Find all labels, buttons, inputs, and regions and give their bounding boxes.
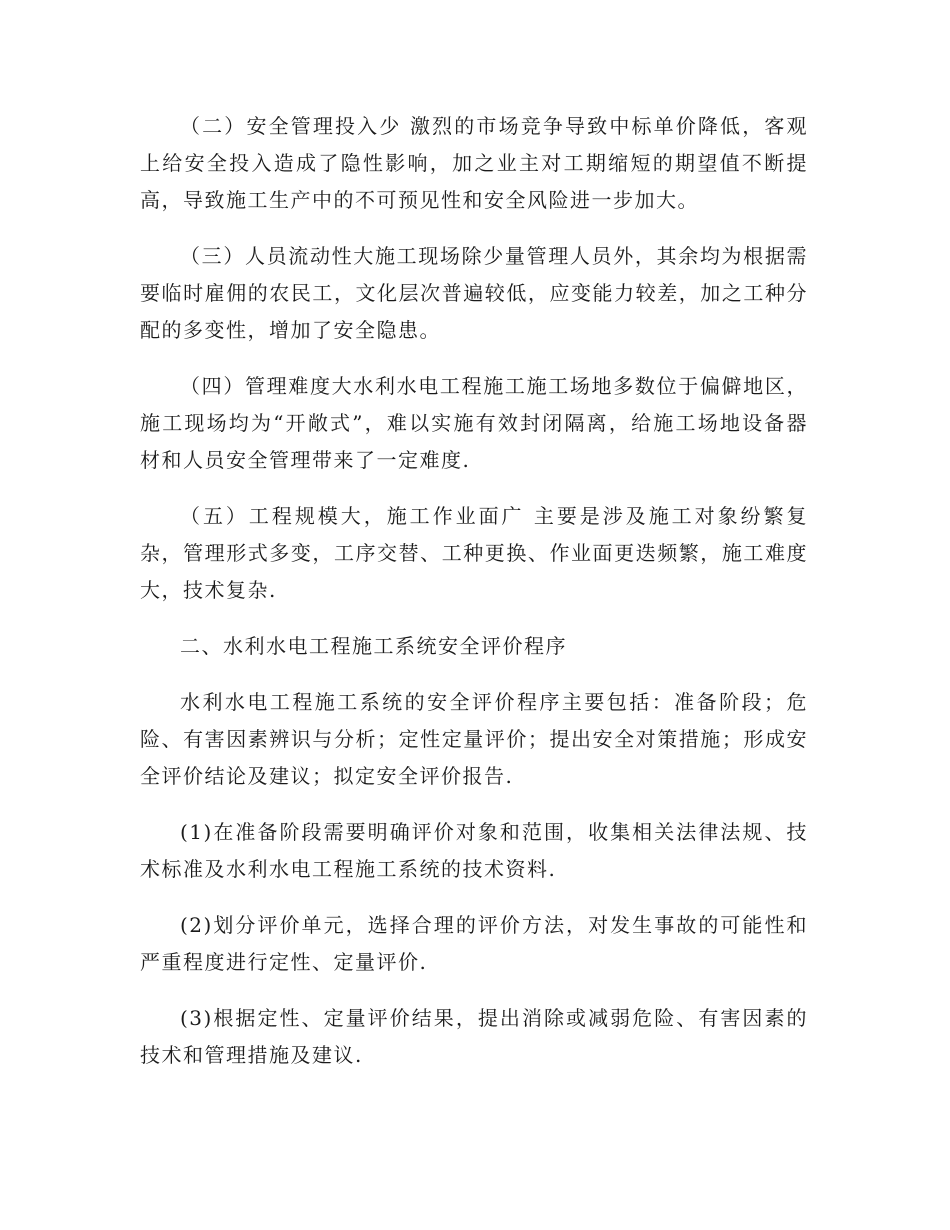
paragraph-personnel-mobility: （三）人员流动性大施工现场除少量管理人员外，其余均为根据需要临时雇佣的农民工，文化层次普遍较低，应变能力较差，加之工种分配的多变性，增加了安全隐患。 (140, 244, 808, 342)
paragraph-project-scale: （五）工程规模大，施工作业面广 主要是涉及施工对象纷繁复杂，管理形式多变，工序交替、工种更换、作业面更迭频繁，施工难度大，技术复杂. (140, 504, 808, 602)
paragraph-step-3: (3)根据定性、定量评价结果，提出消除或减弱危险、有害因素的技术和管理措施及建议. (140, 1006, 808, 1067)
paragraph-safety-investment: （二）安全管理投入少 激烈的市场竞争导致中标单价降低，客观上给安全投入造成了隐性影响，加之业主对工期缩短的期望值不断提高，导致施工生产中的不可预见性和安全风险进一步加大。 (140, 114, 808, 212)
paragraph-procedure-overview: 水利水电工程施工系统的安全评价程序主要包括：准备阶段；危险、有害因素辨识与分析；定性定量评价；提出安全对策措施；形成安全评价结论及建议；拟定安全评价报告. (140, 690, 808, 788)
document-body (140, 108, 808, 1093)
paragraph-management-difficulty: （四）管理难度大水利水电工程施工施工场地多数位于偏僻地区，施工现场均为“开敞式”，难以实施有效封闭隔离，给施工场地设备器材和人员安全管理带来了一定难度. (140, 374, 808, 472)
paragraph-step-2: (2)划分评价单元，选择合理的评价方法，对发生事故的可能性和严重程度进行定性、定量评价. (140, 913, 808, 974)
paragraph-step-1: (1)在准备阶段需要明确评价对象和范围，收集相关法律法规、技术标准及水利水电工程施工系统的技术资料. (140, 820, 808, 881)
section-heading-evaluation-procedure: 二、水利水电工程施工系统安全评价程序 (180, 634, 567, 658)
